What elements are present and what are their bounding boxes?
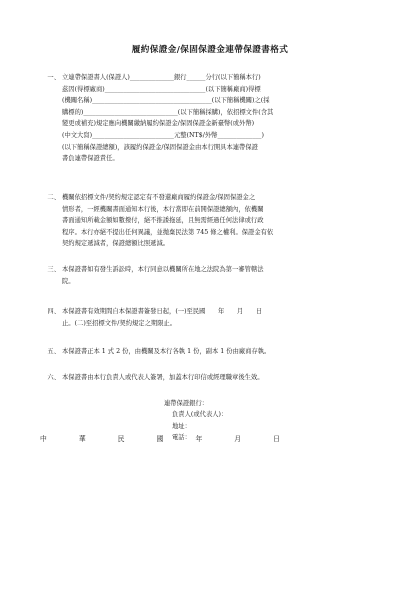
clause-2 (42, 192, 394, 250)
clause-line: 本保證書由本行負責人或代表人簽署，加蓋本行印信或經理職章後生效。 (62, 374, 264, 381)
clause-line: 書負連帶保證責任。 (62, 155, 119, 163)
clause-number: 二、 (47, 194, 60, 201)
clause-line: 本保證書正本 1 式 2 份，由機關及本行各執 1 份，副本 1 份由廠商存執。 (62, 348, 271, 355)
clause-number: 六、 (47, 374, 60, 381)
clause-line: 情形者，一經機關書面通知本行後，本行當即在前開保證總額內，依機關 (62, 205, 264, 213)
clause-line: 書面通知所載金額如數撥付，絕不推諉拖延，且無需經過任何法律或行政 (62, 217, 264, 225)
clause-number: 一、 (47, 74, 60, 81)
document-title: 履約保證金/保固保證金連帶保證書格式 (131, 45, 289, 55)
phone-label: 電話： (172, 433, 191, 441)
clause-line: (以下簡稱保證總額)，該履約保證金/保固保證金由本行開具本連帶保證 (62, 143, 258, 151)
date-char: 月 (234, 435, 242, 443)
date-char: 中 (40, 435, 47, 443)
clause-3 (42, 264, 394, 287)
date-char: 日 (273, 435, 280, 443)
clause-line: 止。(二)至招標文件/契約規定之期限止。 (62, 319, 177, 327)
date-char: 華 (78, 435, 86, 443)
clause-line: 本保證書有效期間自本保證書簽發日起，(一)至民國 年 月 日 (62, 308, 263, 315)
date-char: 民 (117, 435, 125, 443)
representative-label: 負責人(或代表人)： (172, 411, 228, 419)
clause-line: 本保證書如有發生訴訟時，本行同意以機關所在地之法院為第一審管轄法 (62, 266, 264, 273)
clause-line: 機關依招標文件/契約規定認定有不發還廠商履約保證金/保固保證金之 (62, 194, 256, 201)
clause-line: 契約規定遞減者，保證總額比照遞減。 (62, 240, 170, 248)
clause-6 (42, 372, 394, 384)
clause-line: 茲因(得標廠商)________________________________(以下簡稱廠商)得標 (62, 85, 261, 93)
clause-number: 三、 (47, 266, 60, 273)
clause-line: 程序。本行亦絕不提出任何異議，並拋棄民法第 745 條之權利。保證金有依 (62, 228, 274, 236)
clause-line: (中文大寫)__________________________元整(NT$/外幣______________) (62, 131, 264, 139)
clause-5 (42, 346, 394, 358)
clause-line: (機關名稱)______________________________________(以下簡稱機關)之(採 (62, 97, 270, 105)
clause-line: 院。 (62, 277, 75, 285)
clause-1 (42, 72, 394, 165)
date-char: 國 (156, 435, 164, 443)
date-row (40, 433, 280, 443)
clause-line: 購標的)______________________________(以下簡稱採購)，依招標文件(含其 (62, 108, 274, 116)
clause-number: 四、 (47, 308, 60, 315)
clause-4 (42, 306, 394, 329)
clause-line: 立連帶保證書人(保證人)______________銀行______分行(以下簡稱本行) (62, 74, 261, 81)
clause-line: 變更或補充)規定應向機關繳納履約保證金/保固保證金新臺幣(或外幣) (62, 120, 255, 128)
date-char: 年 (195, 435, 203, 443)
guarantor-bank-label: 連帶保證銀行： (164, 400, 209, 407)
clause-number: 五、 (47, 348, 60, 355)
address-label: 地址： (172, 422, 191, 430)
